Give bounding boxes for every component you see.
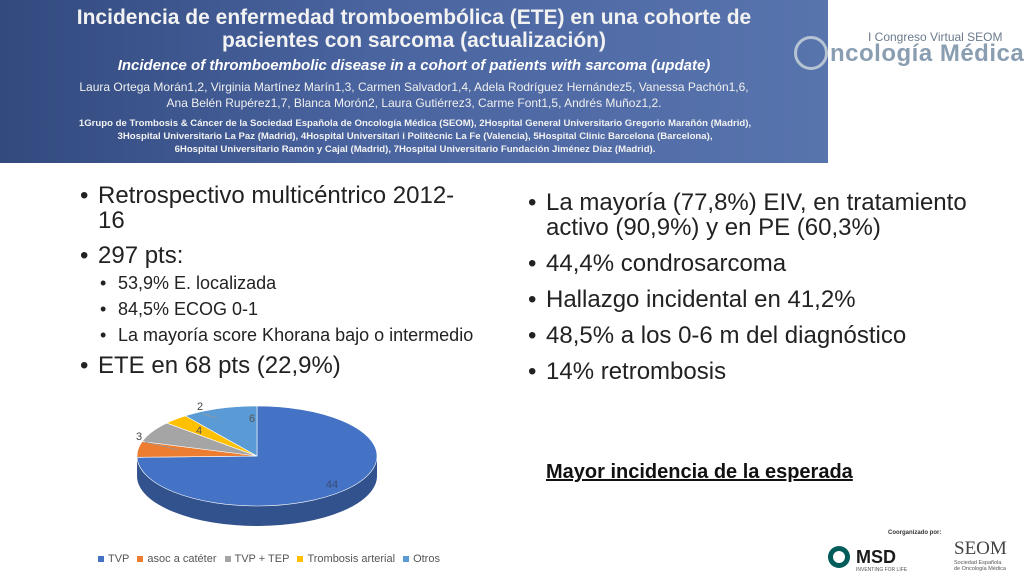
pie-data-label-1: 3 bbox=[135, 431, 143, 443]
title-spanish-line1: Incidencia de enfermedad tromboembólica (ETE) en una cohorte de bbox=[76, 6, 752, 29]
affiliations-line2: 3Hospital Universitario La Paz (Madrid), 4Hospital Universitari i Politècnic La Fe (Valencia), 5Hospital Clinic Barcelona (Barcelona), bbox=[117, 131, 713, 142]
title-banner bbox=[0, 0, 828, 163]
legend-swatch-4 bbox=[403, 556, 409, 562]
congress-title: I Congreso Virtual SEOM bbox=[868, 30, 1003, 44]
legend-swatch-1 bbox=[137, 556, 143, 562]
pie-data-label-4: 6 bbox=[248, 413, 256, 425]
msd-tagline: INVENTING FOR LIFE bbox=[856, 567, 908, 573]
bullet-rethrombosis: • 14% retrombosis bbox=[528, 359, 998, 384]
subbullet-khorana: • La mayoría score Khorana bajo o intermedio bbox=[100, 326, 480, 345]
seom-sub2: de Oncología Médica bbox=[954, 566, 1006, 572]
legend-label-4: Otros bbox=[413, 553, 440, 565]
bullet-incidental: • Hallazgo incidental en 41,2% bbox=[528, 287, 998, 312]
pie-data-label-3: 2 bbox=[196, 401, 204, 413]
sponsor-label: Coorganizado por: bbox=[888, 530, 942, 536]
pie-data-label-0: 44 bbox=[325, 479, 339, 491]
affiliations-line1: 1Grupo de Trombosis & Cáncer de la Sociedad Española de Oncología Médica (SEOM), 2Hospital General Universitario Gregorio Marañón (Madrid), bbox=[78, 118, 752, 129]
authors-line1: Laura Ortega Morán1,2, Virginia Martínez Marín1,3, Carmen Salvador1,4, Adela Rodríguez Hernández5, Vanessa Pachón1,6, bbox=[79, 80, 749, 94]
bullet-timing: • 48,5% a los 0-6 m del diagnóstico bbox=[528, 323, 998, 348]
pie-data-label-2: 4 bbox=[195, 425, 203, 437]
chart-legend bbox=[98, 553, 448, 565]
congress-logo bbox=[792, 0, 1024, 80]
msd-name: MSD bbox=[856, 547, 896, 567]
legend-label-0: TVP bbox=[108, 553, 130, 565]
title-spanish-line2: pacientes con sarcoma (actualización) bbox=[222, 29, 606, 52]
seom-logo bbox=[954, 538, 1022, 576]
msd-mark-icon bbox=[828, 546, 850, 568]
congress-logo-text: ncología Médica bbox=[830, 40, 1024, 67]
legend-label-3: Trombosis arterial bbox=[307, 553, 396, 565]
bullet-study-design: • Retrospectivo multicéntrico 2012-16 bbox=[80, 183, 480, 233]
right-column bbox=[528, 190, 998, 395]
left-column bbox=[80, 183, 480, 388]
subbullet-ecog: • 84,5% ECOG 0-1 bbox=[100, 300, 480, 319]
patients-subbullets bbox=[100, 274, 480, 345]
bullet-patients: • 297 pts: bbox=[80, 243, 480, 268]
legend-swatch-2 bbox=[225, 556, 231, 562]
authors-line2: Ana Belén Rupérez1,7, Blanca Morón2, Laura Gutiérrez3, Carme Font1,5, Andrés Muñoz1,2. bbox=[166, 96, 662, 110]
title-english: Incidence of thromboembolic disease in a cohort of patients with sarcoma (update) bbox=[117, 57, 711, 74]
legend-label-1: asoc a catéter bbox=[147, 553, 217, 565]
legend-label-2: TVP + TEP bbox=[234, 553, 290, 565]
seom-name: SEOM bbox=[954, 538, 1007, 559]
bullet-chondrosarcoma: • 44,4% condrosarcoma bbox=[528, 251, 998, 276]
legend-item-4 bbox=[403, 553, 440, 565]
affiliations-line3: 6Hospital Universitario Ramón y Cajal (Madrid), 7Hospital Universitario Fundación Jiménez Díaz (Madrid). bbox=[174, 144, 656, 155]
seom-sub1: Sociedad Española bbox=[954, 560, 1002, 566]
congress-ring-icon bbox=[794, 36, 828, 70]
subbullet-localized: • 53,9% E. localizada bbox=[100, 274, 480, 293]
legend-item-2 bbox=[225, 553, 290, 565]
msd-logo bbox=[828, 544, 928, 574]
pie-chart bbox=[120, 398, 390, 548]
legend-swatch-0 bbox=[98, 556, 104, 562]
legend-item-3 bbox=[297, 553, 395, 565]
legend-swatch-3 bbox=[297, 556, 303, 562]
bullet-ete: • ETE en 68 pts (22,9%) bbox=[80, 353, 480, 378]
legend-item-0 bbox=[98, 553, 129, 565]
legend-item-1 bbox=[137, 553, 216, 565]
bullet-majority: • La mayoría (77,8%) EIV, en tratamiento activo (90,9%) y en PE (60,3%) bbox=[528, 190, 998, 240]
conclusion-text: Mayor incidencia de la esperada bbox=[546, 461, 853, 483]
